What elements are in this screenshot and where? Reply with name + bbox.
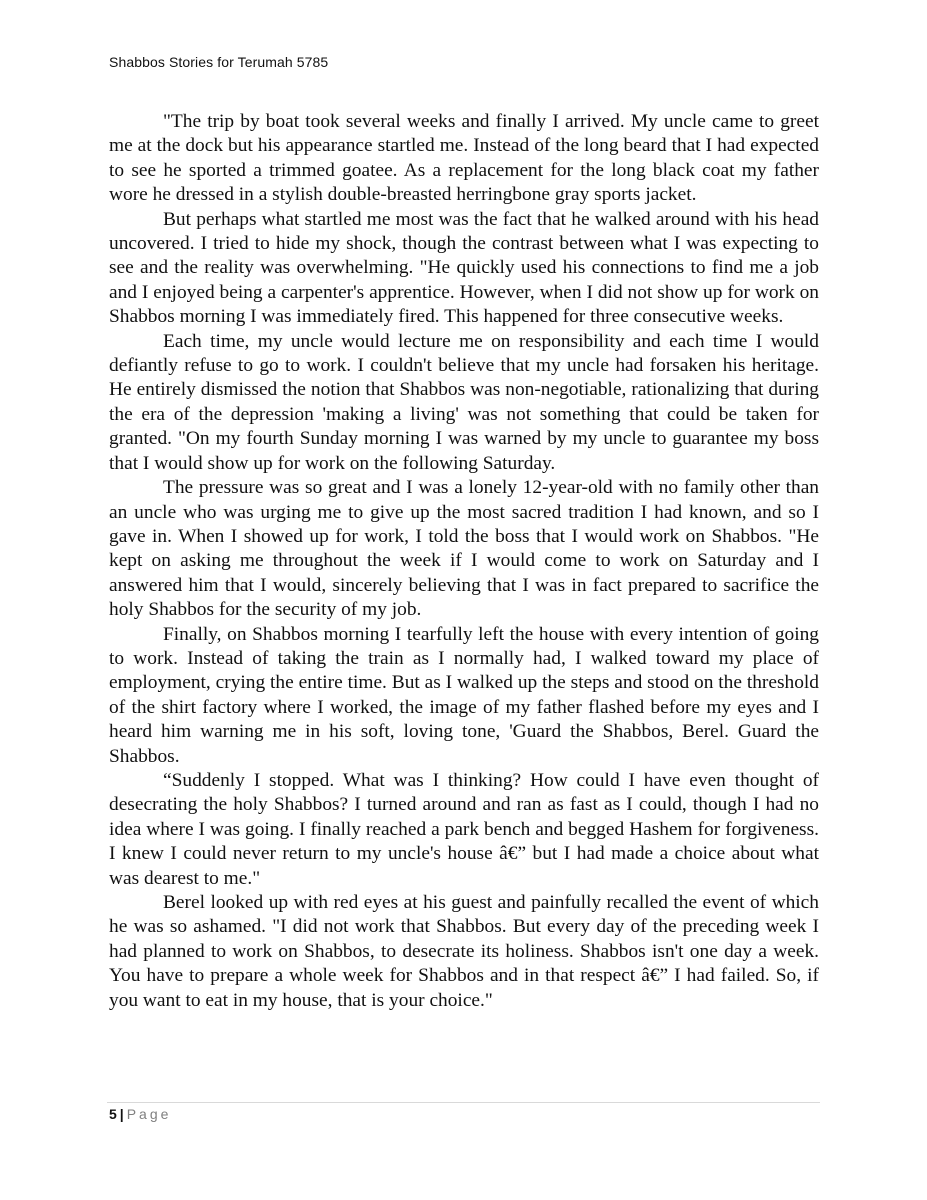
paragraph: "The trip by boat took several weeks and finally I arrived. My uncle came to greet me at the dock but his appearance startled me. Instead of the long beard that I had expected to see he sported a trimmed goatee. As a replacement for the long black coat my father wore he dressed in a stylish double-breasted herringbone gray sports jacket. — [109, 111, 819, 206]
paragraph: “Suddenly I stopped. What was I thinking? How could I have even thought of desecrating the holy Shabbos? I turned around and ran as fast as I could, though I had no idea where I was going. I finally reached a park bench and begged Hashem for forgiveness. I knew I could never return to my uncle's house â€” but I had made a choice about what was dearest to me." — [109, 769, 819, 889]
page-footer — [109, 1106, 171, 1122]
page-header-title: Shabbos Stories for Terumah 5785 — [109, 54, 329, 70]
paragraph: But perhaps what startled me most was the fact that he walked around with his head uncovered. I tried to hide my shock, though the contrast between what I was expecting to see and the reality was overwhelming. "He quickly used his connections to find me a job and I enjoyed being a carpenter's apprentice. However, when I did not show up for work on Shabbos morning I was immediately fired. This happened for three consecutive weeks. — [109, 208, 819, 328]
story-body — [109, 110, 819, 1013]
paragraph: Finally, on Shabbos morning I tearfully left the house with every intention of going to work. Instead of taking the train as I normally had, I walked toward my place of employment, crying the entire time. But as I walked up the steps and stood on the threshold of the shirt factory where I worked, the image of my father flashed before my eyes and I heard him warning me in his soft, loving tone, 'Guard the Shabbos, Berel. Guard the Shabbos. — [109, 623, 819, 767]
paragraph: The pressure was so great and I was a lonely 12-year-old with no family other than an uncle who was urging me to give up the most sacred tradition I had known, and so I gave in. When I showed up for work, I told the boss that I would work on Shabbos. "He kept on asking me throughout the week if I would come to work on Saturday and I answered him that I would, sincerely believing that I was in fact prepared to sacrifice the holy Shabbos for the security of my job. — [109, 477, 819, 621]
page-number: 5 — [109, 1106, 117, 1122]
footer-divider — [107, 1102, 820, 1103]
paragraph: Berel looked up with red eyes at his guest and painfully recalled the event of which he was so ashamed. "I did not work that Shabbos. But every day of the preceding week I had planned to work on Shabbos, to desecrate its holiness. Shabbos isn't one day a week. You have to prepare a whole week for Shabbos and in that respect â€” I had failed. So, if you want to eat in my house, that is your choice." — [109, 892, 819, 1011]
paragraph: Each time, my uncle would lecture me on responsibility and each time I would defiantly refuse to go to work. I couldn't believe that my uncle had forsaken his heritage. He entirely dismissed the notion that Shabbos was non-negotiable, rationalizing that during the era of the depression 'making a living' was not something that could be taken for granted. "On my fourth Sunday morning I was warned by my uncle to guarantee my boss that I would show up for work on the following Saturday. — [109, 330, 819, 474]
page-label: Page — [126, 1106, 172, 1122]
footer-separator: | — [119, 1106, 124, 1122]
